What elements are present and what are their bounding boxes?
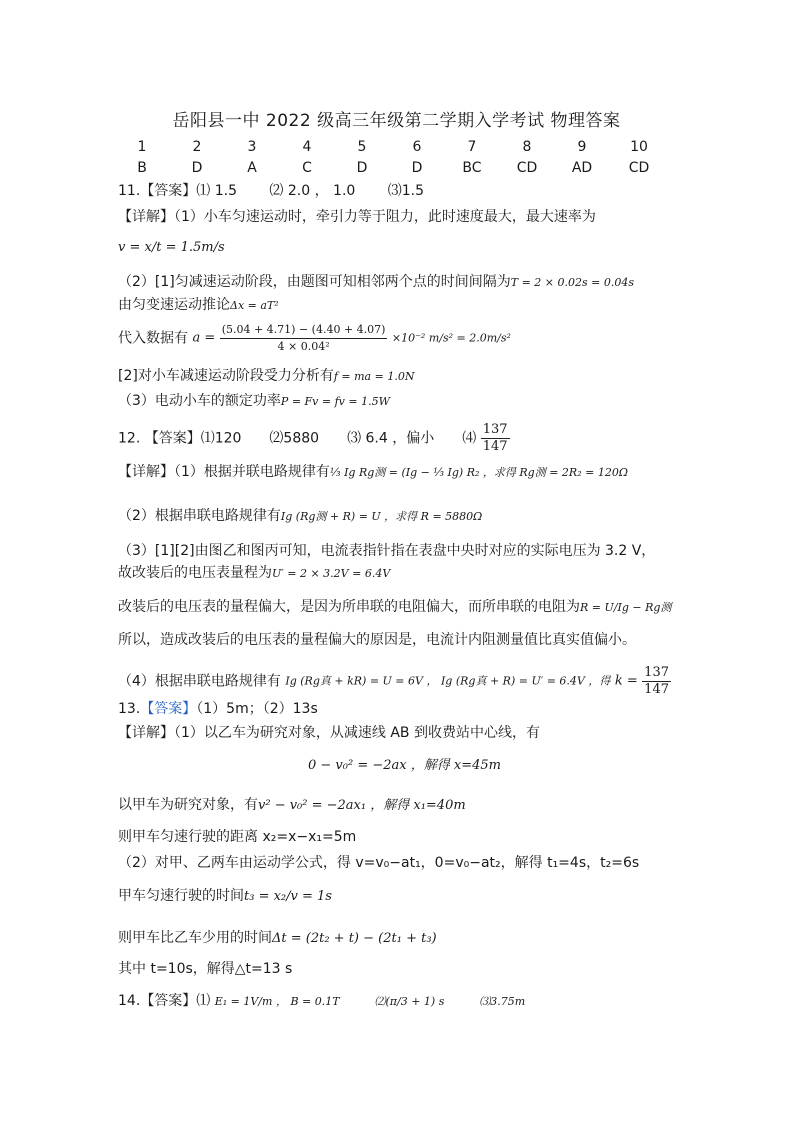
q12-answer-fraction-numerator: 137 bbox=[482, 422, 508, 437]
question-number: 7 bbox=[467, 139, 477, 155]
q13-formula-4: Δt = (2t₂ + t) − (2t₁ + t₃) bbox=[272, 931, 437, 946]
page-title: 岳阳县一中 2022 级高三年级第二学期入学考试 物理答案 bbox=[172, 111, 621, 131]
q12-detail-7-text: （4）根据串联电路规律有 bbox=[118, 673, 281, 690]
q11-formula-T: T = 2 × 0.02s = 0.04s bbox=[510, 276, 634, 289]
q12-detail-5 bbox=[118, 597, 671, 618]
q11-detail-4: 代入数据有 a = $\frac{(5.04 + 4.71) - (4.40 + 4.07)}{\text{4 × 0.04²}}$ ×10⁻² m/s² = 2.0m/s² bbox=[118, 323, 511, 353]
q12-detail-4-text: 故改装后的电压表量程为 bbox=[118, 565, 272, 581]
q12-answer-fraction-denominator: 147 bbox=[482, 439, 508, 454]
q13-detail-1: 【详解】（1）以乙车为研究对象，从减速线 AB 到收费站中心线，有 bbox=[118, 725, 540, 741]
question-number: 4 bbox=[302, 139, 312, 155]
q13-detail-5 bbox=[118, 886, 332, 907]
q12-detail-4 bbox=[118, 563, 390, 584]
q11-detail-4-text: 代入数据有 bbox=[118, 330, 188, 347]
q13-formula-2: v² − v₀² = −2ax₁ ，解得 x₁=40m bbox=[258, 798, 466, 813]
q11-formula-v: v = x/t = 1.5m/s bbox=[118, 240, 225, 255]
q14-part-3: ⑶3.75m bbox=[479, 995, 526, 1008]
q12-formula-1: ⅓ Ig Rg测 = (Ig − ⅓ Ig) R₂ ，求得 Rg测 = 2R₂ = 120Ω bbox=[329, 466, 628, 479]
q12-detail-6: 所以，造成改装后的电压表的量程偏大的原因是，电流计内阻测量值比真实值偏小。 bbox=[118, 632, 636, 648]
q12-k-fraction-denominator: 147 bbox=[644, 682, 669, 697]
q11-detail-5 bbox=[118, 366, 414, 387]
q12-formula-5-k: k = bbox=[614, 673, 638, 689]
question-number: 2 bbox=[192, 139, 202, 155]
q11-detail-5-text: [2]对小车减速运动阶段受力分析有 bbox=[118, 368, 334, 384]
q12-answer-line bbox=[118, 422, 510, 455]
q11-fraction-a-denominator: 4 × 0.04² bbox=[277, 340, 330, 353]
q11-formula-a-tail: ×10⁻² m/s² = 2.0m/s² bbox=[391, 331, 511, 345]
question-number: 6 bbox=[412, 139, 422, 155]
q11-detail-3-text: 由匀变速运动推论 bbox=[118, 297, 230, 313]
answer-choice: C bbox=[302, 160, 312, 176]
q12-formula-4: R = U/Ig − Rg测 bbox=[580, 601, 672, 614]
q12-formula-2: Ig (Rg测 + R) = U ，求得 R = 5880Ω bbox=[280, 510, 483, 523]
q14-answer-text: 14.【答案】⑴ bbox=[118, 993, 211, 1009]
q14-answer-line bbox=[118, 991, 525, 1012]
q11-detail-2-text: （2）[1]匀减速运动阶段，由题图可知相邻两个点的时间间隔为 bbox=[118, 274, 511, 290]
q11-detail-1: 【详解】（1）小车匀速运动时，牵引力等于阻力，此时速度最大，最大速率为 bbox=[118, 209, 596, 225]
q13-detail-6 bbox=[118, 928, 437, 949]
answer-choice: CD bbox=[628, 160, 650, 176]
q13-answer-tag: 【答案】 bbox=[140, 701, 197, 717]
q12-detail-2-text: （2）根据串联电路规律有 bbox=[118, 508, 281, 524]
question-number: 8 bbox=[522, 139, 532, 155]
q11-detail-2 bbox=[118, 272, 634, 293]
answer-choice: B bbox=[137, 160, 147, 176]
q12-detail-1-text: 【详解】（1）根据并联电路规律有 bbox=[118, 464, 330, 480]
q12-detail-1 bbox=[118, 462, 628, 483]
q12-answer-fraction bbox=[481, 422, 510, 455]
q11-detail-3 bbox=[118, 295, 279, 316]
q11-fraction-a bbox=[220, 322, 388, 355]
answer-choice: AD bbox=[571, 160, 593, 176]
q13-formula-3: t₃ = x₂/v = 1s bbox=[244, 889, 332, 904]
question-number: 1 bbox=[137, 139, 147, 155]
answer-choice: D bbox=[191, 160, 203, 176]
q12-detail-5-text: 改装后的电压表的量程偏大，是因为所串联的电阻偏大，而所串联的电阻为 bbox=[118, 599, 580, 615]
answer-choice: BC bbox=[462, 160, 482, 176]
q12-detail-2 bbox=[118, 506, 482, 527]
q11-detail-6-text: （3）电动小车的额定功率 bbox=[118, 393, 281, 409]
q12-detail-7 bbox=[118, 665, 671, 698]
q13-detail-6-text: 则甲车比乙车少用的时间 bbox=[118, 930, 272, 946]
q14-part-1: E₁ = 1V/m ， B = 0.1T bbox=[214, 995, 340, 1008]
answer-choice: A bbox=[247, 160, 257, 176]
question-number: 9 bbox=[577, 139, 587, 155]
answer-choice: D bbox=[411, 160, 423, 176]
q13-formula-1: 0 − v₀² = −2ax ，解得 x=45m bbox=[308, 758, 501, 773]
q13-detail-2-text: 以甲车为研究对象，有 bbox=[118, 797, 258, 813]
q13-detail-7: 其中 t=10s，解得△t=13 s bbox=[118, 961, 293, 977]
q11-formula-dx: Δx = aT² bbox=[230, 299, 279, 312]
q14-part-2: ⑵(π/3 + 1) s bbox=[374, 995, 445, 1008]
q13-detail-3: 则甲车匀速行驶的距离 x₂=x−x₁=5m bbox=[118, 829, 357, 845]
q11-formula-P: P = Fv = fv = 1.5W bbox=[280, 395, 390, 408]
q12-k-fraction bbox=[642, 665, 671, 698]
answer-choice: D bbox=[356, 160, 368, 176]
q13-answer-line bbox=[118, 699, 318, 719]
q13-answer-text: （1）5m；（2）13s bbox=[196, 701, 318, 717]
question-number: 3 bbox=[247, 139, 257, 155]
q12-detail-3: （3）[1][2]由图乙和图丙可知，电流表指针指在表盘中央时对应的实际电压为 3.2 V， bbox=[118, 543, 656, 559]
q11-fraction-a-numerator: (5.04 + 4.71) − (4.40 + 4.07) bbox=[220, 322, 388, 339]
q12-answer-text: 12. 【答案】⑴120 ⑵5880 ⑶ 6.4 ，偏小 ⑷ bbox=[118, 430, 477, 447]
question-number: 5 bbox=[357, 139, 367, 155]
q13-answer-prefix: 13. bbox=[118, 701, 141, 717]
q11-formula-f: f = ma = 1.0N bbox=[333, 370, 415, 383]
question-number: 10 bbox=[630, 139, 648, 155]
q13-detail-4: （2）对甲、乙两车由运动学公式，得 v=v₀−at₁，0=v₀−at₂，解得 t₁=4s，t₂=6s bbox=[118, 855, 640, 871]
q12-formula-3: U′ = 2 × 3.2V = 6.4V bbox=[272, 567, 391, 580]
q12-k-fraction-numerator: 137 bbox=[644, 665, 669, 680]
q11-detail-6 bbox=[118, 391, 390, 412]
q13-detail-5-text: 甲车匀速行驶的时间 bbox=[118, 888, 244, 904]
q13-detail-2 bbox=[118, 795, 466, 816]
q12-formula-5: Ig (Rg真 + kR) = U = 6V ， Ig (Rg真 + R) = U′ = 6.4V ，得 bbox=[285, 674, 611, 688]
answer-choice: CD bbox=[516, 160, 538, 176]
q11-answer-line: 11.【答案】⑴ 1.5 ⑵ 2.0 ， 1.0 ⑶1.5 bbox=[118, 183, 425, 199]
